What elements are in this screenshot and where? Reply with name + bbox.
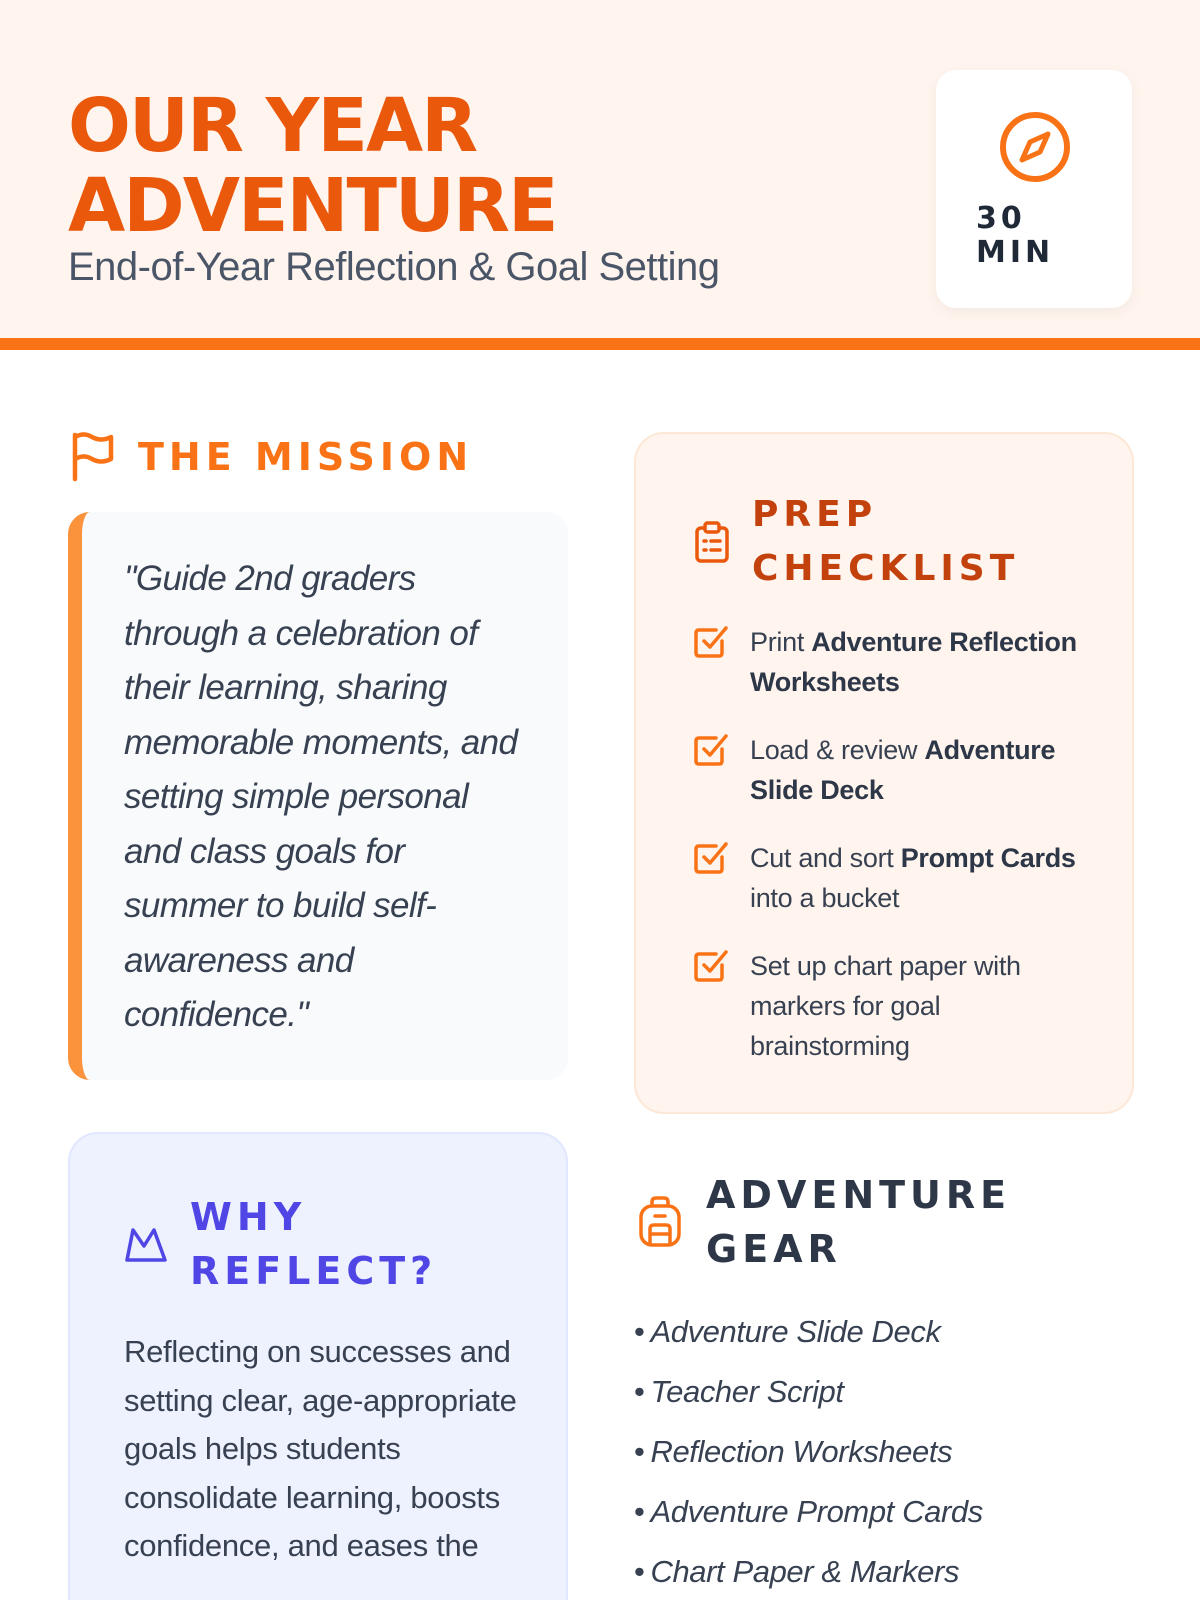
prep-checklist-card xyxy=(634,432,1134,1114)
why-reflect-text: Reflecting on successes and setting clear, age-appropriate goals helps students consolidate learning, boosts confidence, and eases the xyxy=(124,1334,517,1563)
checklist-item-text: Cut and sort Prompt Cards into a bucket xyxy=(750,843,1076,913)
gear-heading xyxy=(706,1168,1011,1276)
why-heading-row xyxy=(124,1190,437,1298)
why-heading-line-1: WHY xyxy=(190,1195,307,1239)
mission-quote: "Guide 2nd graders through a celebration of their learning, sharing memorable moments, and setting simple personal and class goals for summer to build self-awareness and confidence." xyxy=(124,559,518,1034)
gear-list-item: • Chart Paper & Markers xyxy=(634,1554,960,1589)
prep-heading-line-2: CHECKLIST xyxy=(752,548,1020,589)
compass-icon xyxy=(998,110,1072,184)
checklist-item-text: Set up chart paper with markers for goal brainstorming xyxy=(750,951,1021,1061)
gear-heading-row xyxy=(638,1168,1011,1276)
duration-value: 30 xyxy=(976,201,1026,236)
duration-unit: MIN xyxy=(976,235,1055,270)
gear-list-item: • Adventure Slide Deck xyxy=(634,1314,941,1349)
title-line-2: ADVENTURE xyxy=(68,163,557,249)
backpack-icon xyxy=(638,1196,682,1248)
title-line-1: OUR YEAR xyxy=(68,83,477,169)
prep-heading-row xyxy=(694,488,1019,596)
checklist-item-text: Print Adventure Reflection Worksheets xyxy=(750,627,1077,697)
clipboard-icon xyxy=(694,521,730,563)
gear-list-item: • Reflection Worksheets xyxy=(634,1434,953,1469)
prep-checklist xyxy=(692,622,1102,1094)
prep-heading xyxy=(752,488,1019,596)
mountain-icon xyxy=(124,1222,168,1266)
mission-heading: THE MISSION xyxy=(138,435,474,479)
checkbox-checked-icon[interactable] xyxy=(692,946,730,984)
flag-icon xyxy=(70,432,116,482)
gear-heading-line-1: ADVENTURE xyxy=(706,1173,1012,1217)
gear-list-item: • Teacher Script xyxy=(634,1374,844,1409)
why-heading-line-2: REFLECT? xyxy=(190,1249,438,1293)
why-reflect-card xyxy=(68,1132,568,1600)
checklist-item[interactable] xyxy=(692,730,1102,810)
checklist-item-text: Load & review Adventure Slide Deck xyxy=(750,735,1056,805)
checkbox-checked-icon[interactable] xyxy=(692,730,730,768)
header xyxy=(0,0,1200,350)
page-subtitle: End-of-Year Reflection & Goal Setting xyxy=(68,245,720,289)
mission-quote-card xyxy=(68,512,568,1080)
why-heading xyxy=(190,1190,437,1298)
duration-label xyxy=(976,202,1054,270)
gear-heading-line-2: GEAR xyxy=(706,1227,842,1271)
checklist-item[interactable] xyxy=(692,838,1102,918)
page-title xyxy=(68,83,557,249)
checkbox-checked-icon[interactable] xyxy=(692,622,730,660)
gear-list xyxy=(634,1302,983,1600)
checklist-item[interactable] xyxy=(692,622,1102,702)
prep-heading-line-1: PREP xyxy=(752,494,878,535)
duration-card xyxy=(936,70,1132,308)
gear-list-item: • Adventure Prompt Cards xyxy=(634,1494,983,1529)
mission-heading-row xyxy=(70,432,473,482)
checkbox-checked-icon[interactable] xyxy=(692,838,730,876)
checklist-item[interactable] xyxy=(692,946,1102,1066)
